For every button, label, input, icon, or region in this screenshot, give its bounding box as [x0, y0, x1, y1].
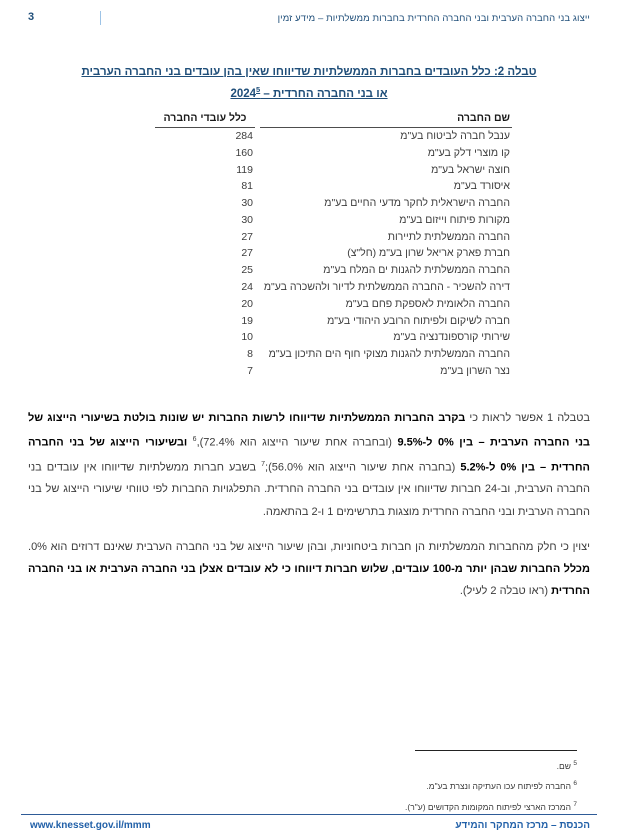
footnote-number: 7 [573, 800, 577, 808]
table-row [155, 195, 512, 212]
footnote-number: 6 [573, 780, 577, 788]
employee-count-cell: 81 [241, 180, 253, 193]
footnotes-section [28, 750, 577, 816]
footnotes-list [28, 755, 577, 816]
footnote [28, 775, 577, 795]
employee-count-cell: 27 [241, 230, 253, 243]
text-segment: ובשיעורי הייצוג של בני החברה החרדית – בין 0% ל-5.2% [28, 436, 590, 474]
footnote [28, 796, 577, 816]
employee-count-cell: 10 [241, 331, 253, 344]
page-footer [30, 820, 590, 831]
text-segment: בשבע חברות ממשלתיות שדיווחו אין עובדים בני החברה הערבית, וב-24 חברות שדיווחו אין עובדים בני החברה החרדית. התפלגויות החברות לפי טווחי שיעורי הייצוג של בני החברה הערבית ובני החברה החרדית מוצגות בתרשימים 1 ו-2 בהתאמה. [28, 461, 590, 518]
table-row [155, 329, 512, 346]
company-name-cell: ענבל חברה לביטוח בע"מ [400, 130, 510, 143]
footnote-text: המרכז הארצי לפיתוח המקומות הקדושים (ע"ר). [405, 801, 574, 812]
text-segment: יצוין כי חלק מהחברות הממשלתיות הן חברות ביטחוניות, ובהן שיעור הייצוג של בני החברה הערבית שאינם דרוזים הוא 0%. [28, 540, 590, 553]
footnote-text: שם. [556, 760, 574, 771]
column-header-company-name: שם החברה [260, 110, 512, 128]
table-row [155, 178, 512, 195]
table-row [155, 128, 512, 145]
table-header-row [155, 110, 512, 128]
table-row [155, 212, 512, 229]
footnote-ref: 5 [256, 85, 261, 94]
footnote-ref: 6 [192, 435, 197, 443]
company-name-cell: קו מוצרי דלק בע"מ [427, 146, 510, 159]
footnote-ref: 7 [261, 460, 266, 468]
footnote-separator [415, 750, 577, 751]
employee-count-cell: 160 [235, 146, 253, 159]
footer-rule [21, 814, 597, 815]
column-header-total-employees: כלל עובדי החברה [155, 110, 255, 128]
company-name-cell: שירותי קורספונדנציה בע"מ [393, 331, 510, 344]
companies-table [150, 110, 517, 380]
company-name-cell: החברה הישראלית לחקר מדעי החיים בע"מ [324, 197, 510, 210]
employee-count-cell: 8 [247, 348, 253, 361]
text-segment: בקרב החברות הממשלתיות שדיווחו לרשות החברות יש שונות בולטת בשיעורי הייצוג של בני החברה הערבית – בין 0% ל-9.5% [28, 411, 590, 449]
company-name-cell: החברה הממשלתית לתיירות [387, 230, 510, 243]
table-row [155, 296, 512, 313]
employee-count-cell: 119 [236, 163, 253, 176]
companies-table-head [155, 110, 512, 128]
table-row [155, 312, 512, 329]
table-row [155, 161, 512, 178]
employee-count-cell: 24 [241, 281, 253, 294]
company-name-cell: חברה לשיקום ולפיתוח הרובע היהודי בע"מ [327, 314, 510, 327]
company-name-cell: דירה להשכיר - החברה הממשלתית לדיור ולהשכרה בע"מ [263, 281, 510, 294]
table-row [155, 229, 512, 246]
page-content [0, 64, 618, 602]
company-name-cell: איסורד בע"מ [453, 180, 510, 193]
text-segment: (ראו טבלה 2 לעיל). [459, 585, 552, 598]
company-name-cell: מקורות פיתוח וייזום בע"מ [399, 213, 510, 226]
table-row [155, 262, 512, 279]
footnote [28, 755, 577, 775]
table-row [155, 346, 512, 363]
company-name-cell: חברת פארק אריאל שרון בע"מ (חל"צ) [347, 247, 510, 260]
footer-org-label: הכנסת – מרכז המחקר והמידע [455, 820, 590, 831]
table-row [155, 363, 512, 380]
employee-count-cell: 7 [247, 364, 253, 377]
employee-count-cell: 30 [241, 197, 253, 210]
employee-count-cell: 20 [241, 297, 253, 310]
header-divider-bar [100, 11, 101, 25]
body-paragraph-2 [28, 536, 590, 603]
text-segment: בטבלה 1 אפשר לראות כי [465, 411, 590, 424]
table-row [155, 245, 512, 262]
employee-count-cell: 284 [235, 130, 253, 143]
company-name-cell: החברה הממשלתית להגנות ים המלח בע"מ [323, 264, 510, 277]
employee-count-cell: 27 [241, 247, 253, 260]
text-segment: (ובחברה אחת שיעור הייצוג הוא 72.4%), [196, 436, 398, 449]
table-row [155, 279, 512, 296]
company-name-cell: החברה הלאומית לאספקת פחם בע"מ [345, 297, 510, 310]
text-segment: (בחברה אחת שיעור הייצוג הוא 56.0%); [265, 461, 461, 474]
employee-count-cell: 25 [241, 264, 253, 277]
table-caption-line1: טבלה 2: כלל העובדים בחברות הממשלתיות שדיווחו שאין בהן עובדים בני החברה הערבית [81, 66, 537, 78]
text-segment: מכלל החברות שבהן יותר מ-100 עובדים, שלוש חברות דיווחו כי לא עובדים אצלן בני החברה הערבית או בני החברה החרדית [28, 563, 590, 598]
table-row [155, 145, 512, 162]
company-table-body [155, 128, 512, 380]
page-header [0, 10, 618, 32]
footnote-number: 5 [573, 760, 577, 767]
body-paragraph-1 [28, 407, 590, 523]
running-title: ייצוג בני החברה הערבית ובני החברה החרדית בחברות ממשלתיות – מידע זמין [277, 13, 590, 24]
table-caption-line2-text: או בני החברה החרדית – 2024 [230, 87, 388, 100]
footnote-text: החברה לפיתוח עכו העתיקה ונצרת בע"מ. [426, 781, 574, 792]
employee-count-cell: 19 [241, 314, 253, 327]
company-name-cell: נצר השרון בע"מ [440, 364, 510, 377]
employee-count-cell: 30 [241, 213, 253, 226]
company-name-cell: החברה הממשלתית להגנות מצוקי חוף הים התיכון בע"מ [268, 348, 510, 361]
company-name-cell: חוצה ישראל בע"מ [431, 163, 510, 176]
table-caption [0, 64, 618, 103]
footer-website-link[interactable]: www.knesset.gov.il/mmm [30, 820, 151, 831]
page-number: 3 [28, 11, 35, 23]
table-caption-line2 [0, 81, 618, 103]
